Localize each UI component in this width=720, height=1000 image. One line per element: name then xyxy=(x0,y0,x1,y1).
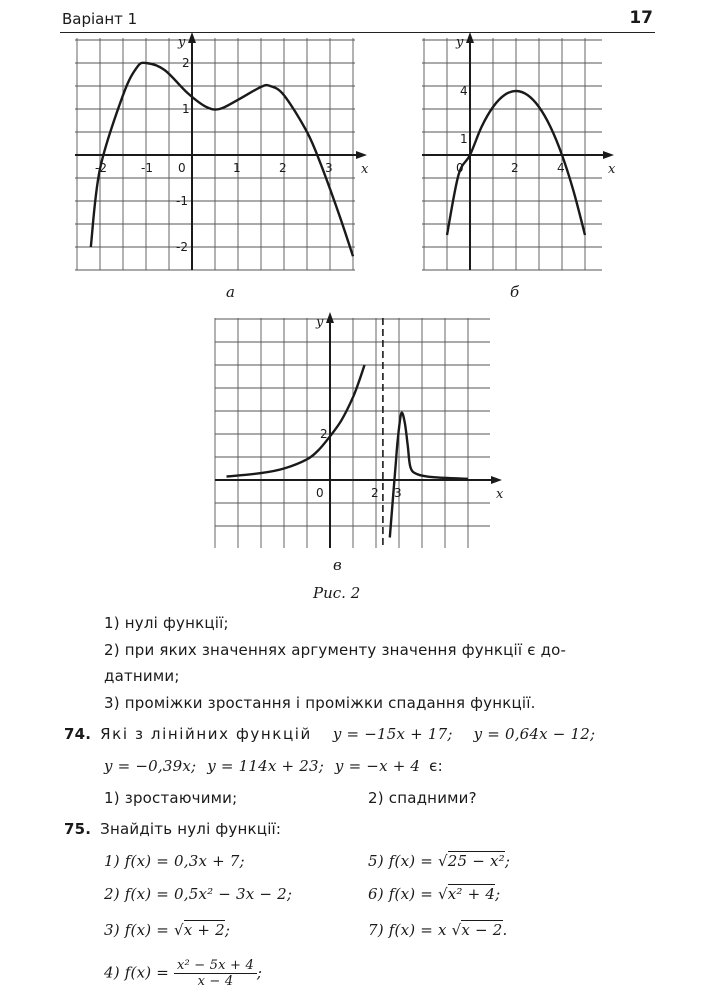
task74-line-1 xyxy=(64,725,595,743)
page-header xyxy=(60,8,655,33)
task73-item-2-cont: датними; xyxy=(104,667,180,685)
task75-item-5-end: ; xyxy=(504,852,511,870)
task74-option-2: 2) спадними? xyxy=(368,789,477,807)
sqrt-sign: √ xyxy=(437,852,448,870)
x-tick-label: 3 xyxy=(394,486,402,500)
x-tick-label: 3 xyxy=(325,161,333,175)
y-axis-arrow xyxy=(188,32,196,43)
task74-f1: y = −15x + 17; xyxy=(332,725,453,743)
x-tick-label: -1 xyxy=(141,161,153,175)
graph-c-grid xyxy=(215,318,490,548)
y-tick-label: 2 xyxy=(182,56,190,70)
y-tick-label: -2 xyxy=(176,240,188,254)
y-tick-label: -1 xyxy=(176,194,188,208)
task74-tail: є: xyxy=(429,757,443,775)
graph-a-label: а xyxy=(226,283,235,301)
task75-item-7-end: . xyxy=(502,921,508,939)
task74-f5: y = −x + 4 xyxy=(334,757,421,775)
x-tick-label: 2 xyxy=(279,161,287,175)
task73-item-3: 3) проміжки зростання і проміжки спадання функції. xyxy=(104,694,536,712)
x-axis-label: x xyxy=(496,487,504,502)
graph-c-axes xyxy=(215,312,504,548)
task75-item-6-radicand: x² + 4 xyxy=(447,885,496,903)
task75-item-6 xyxy=(368,885,500,903)
task74-f4: y = 114x + 23; xyxy=(207,757,324,775)
task75-item-7 xyxy=(368,921,507,939)
graph-b-ticks xyxy=(456,84,565,175)
task73-item-2: 2) при яких значеннях аргументу значення функції є до- xyxy=(104,641,567,659)
x-axis-label: x xyxy=(361,162,369,177)
task75-item-1: 1) f(x) = 0,3x + 7; xyxy=(104,852,245,870)
graph-b-axes xyxy=(422,32,616,270)
graph-c-right-branch xyxy=(390,413,468,538)
task75-item-4-prefix: 4) f(x) = xyxy=(104,963,170,982)
task74-line-2 xyxy=(104,757,443,775)
graph-c xyxy=(215,315,504,550)
page-number: 17 xyxy=(629,8,653,28)
x-axis-arrow xyxy=(603,151,614,159)
task75-intro: Знайдіть нулі функції: xyxy=(100,820,282,838)
y-tick-label: 2 xyxy=(320,427,328,441)
task75-item-2: 2) f(x) = 0,5x² − 3x − 2; xyxy=(104,885,293,903)
x-axis-arrow xyxy=(491,476,502,484)
task75-item-4-end: ; xyxy=(256,963,263,982)
task75-item-3-end: ; xyxy=(224,921,231,939)
x-tick-label: -2 xyxy=(95,161,107,175)
task74-option-1: 1) зростаючими; xyxy=(104,789,238,807)
task75-item-7-prefix: 7) f(x) = x xyxy=(368,921,447,939)
task73-item-1: 1) нулі функції; xyxy=(104,614,229,632)
y-tick-label: 1 xyxy=(182,102,190,116)
task74-intro: Які з лінійних функцій xyxy=(100,725,312,743)
task75-item-6-end: ; xyxy=(495,885,501,903)
graph-c-label: в xyxy=(333,556,342,574)
sqrt-sign: √ xyxy=(451,921,462,939)
task75-item-4 xyxy=(104,958,262,989)
task75-line xyxy=(64,820,281,838)
x-tick-label: 0 xyxy=(178,161,186,175)
graph-b-label: б xyxy=(510,283,520,301)
task75-item-3-radicand: x + 2 xyxy=(183,921,225,939)
x-tick-label: 0 xyxy=(316,486,324,500)
y-axis-label: y xyxy=(316,315,324,330)
task74-f3: y = −0,39x; xyxy=(104,757,197,775)
y-axis-arrow xyxy=(326,312,334,323)
variant-label: Варіант 1 xyxy=(62,10,138,28)
y-axis-arrow xyxy=(466,32,474,43)
task74-f2: y = 0,64x − 12; xyxy=(473,725,596,743)
sqrt-sign: √ xyxy=(173,921,184,939)
task75-item-4-fraction xyxy=(174,958,257,989)
task75-item-7-radicand: x − 2 xyxy=(461,921,503,939)
fraction-denominator: x − 4 xyxy=(197,974,234,989)
graph-b xyxy=(422,35,616,273)
task74-number: 74. xyxy=(64,725,92,743)
task75-item-5-prefix: 5) f(x) = xyxy=(368,852,434,870)
x-tick-label: 4 xyxy=(557,161,565,175)
graph-a xyxy=(75,35,369,273)
task75-item-3 xyxy=(104,921,230,939)
task75-item-6-prefix: 6) f(x) = xyxy=(368,885,434,903)
x-tick-label: 2 xyxy=(371,486,379,500)
figure-caption: Рис. 2 xyxy=(313,584,361,602)
x-tick-label: 2 xyxy=(511,161,519,175)
y-axis-label: y xyxy=(178,35,186,50)
task75-number: 75. xyxy=(64,820,92,838)
fraction-numerator: x² − 5x + 4 xyxy=(174,958,257,974)
graph-a-curve xyxy=(91,63,353,256)
task75-item-3-prefix: 3) f(x) = xyxy=(104,921,170,939)
x-axis-arrow xyxy=(356,151,367,159)
graph-a-axes xyxy=(75,32,369,270)
y-tick-label: 4 xyxy=(460,84,468,98)
x-tick-label: 1 xyxy=(233,161,241,175)
x-tick-label: 0 xyxy=(456,161,464,175)
y-axis-label: y xyxy=(456,35,464,50)
sqrt-sign: √ xyxy=(437,885,448,903)
x-axis-label: x xyxy=(608,162,616,177)
task75-item-5-radicand: 25 − x² xyxy=(447,852,505,870)
graph-c-left-branch xyxy=(227,365,365,477)
task75-item-5 xyxy=(368,852,510,870)
y-tick-label: 1 xyxy=(460,132,468,146)
